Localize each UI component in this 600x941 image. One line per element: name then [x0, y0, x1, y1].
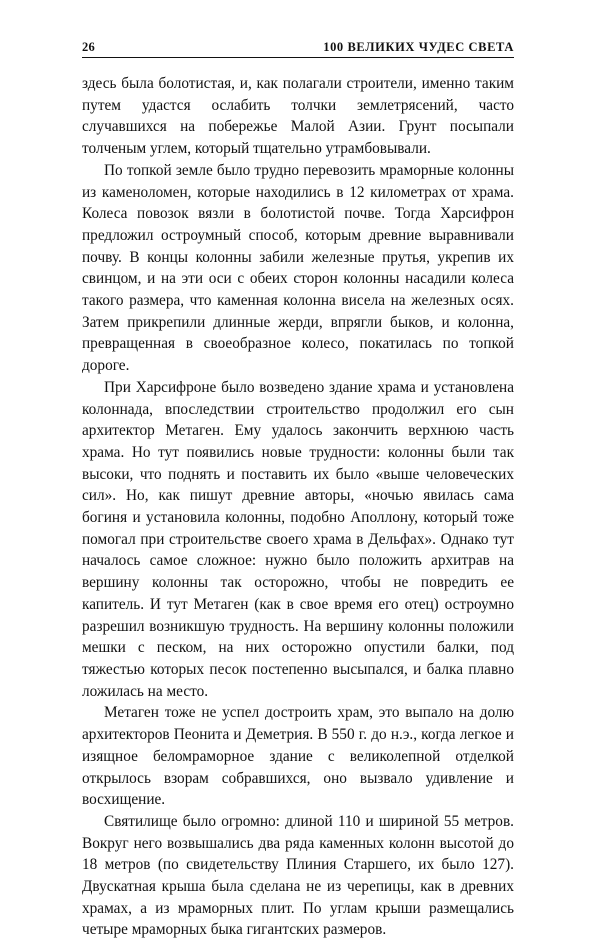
body-text	[82, 73, 514, 941]
paragraph: Святилище было огромно: длиной 110 и шириной 55 метров. Вокруг него возвышались два ряда каменных колонн высотой до 18 метров (по свидетельству Плиния Старшего, их было 127). Двускатная крыша была сделана не из черепицы, как в древних храмах, а из мраморных плит. По углам крыши размещались четыре мраморных быка гигантских размеров.	[82, 812, 514, 939]
running-head	[82, 40, 514, 58]
paragraph: здесь была болотистая, и, как полагали строители, именно таким путем удастся ослабить толчки землетрясений, часто случавшихся на побережье Малой Азии. Грунт посыпали толченым углем, который тщательно утрамбовывали.	[82, 75, 514, 158]
book-page	[82, 40, 514, 941]
paragraph: При Харсифроне было возведено здание храма и установлена колоннада, впоследствии строительство продолжил его сын архитектор Метаген. Ему удалось закончить верхнюю часть храма. Но тут появились новые трудности: колонны были так высоки, что поднять и поставить их было «выше человеческих сил». Но, как пишут древние авторы, «ночью явилась сама богиня и установила колонны, подобно Аполлону, который тоже помогал при строительстве своего храма в Дельфах». Однако тут началось самое сложное: нужно было положить архитрав на вершину колонны так осторожно, чтобы не повредить ее капитель. И тут Метаген (как в свое время его отец) остроумно разрешил возникшую трудность. На вершину колонны положили мешки с песком, на них осторожно опустили балки, под тяжестью которых песок постепенно высыпался, и балка плавно ложилась на место.	[82, 378, 514, 700]
running-title: 100 ВЕЛИКИХ ЧУДЕС СВЕТА	[323, 40, 514, 54]
paragraph: По топкой земле было трудно перевозить мраморные колонны из каменоломен, которые находились в 12 километрах от храма. Колеса повозок вязли в болотистой почве. Тогда Харсифрон предложил остроумный способ, которым древние выравнивали почву. В концы колонны забили железные прутья, укрепив их свинцом, и на эти оси с обеих сторон колонны насадили колеса такого размера, что каменная колонна висела на железных осях. Затем прикрепили длинные жерди, впрягли быков, и колонна, превращенная в своеобразное колесо, покатилась по топкой дороге.	[82, 161, 514, 375]
paragraph: Метаген тоже не успел достроить храм, это выпало на долю архитекторов Пеонита и Деметрия. В 550 г. до н.э., когда легкое и изящное беломраморное здание с великолепной отделкой открылось взорам собравшихся, оно вызвало удивление и восхищение.	[82, 704, 514, 809]
page-number: 26	[82, 40, 95, 54]
